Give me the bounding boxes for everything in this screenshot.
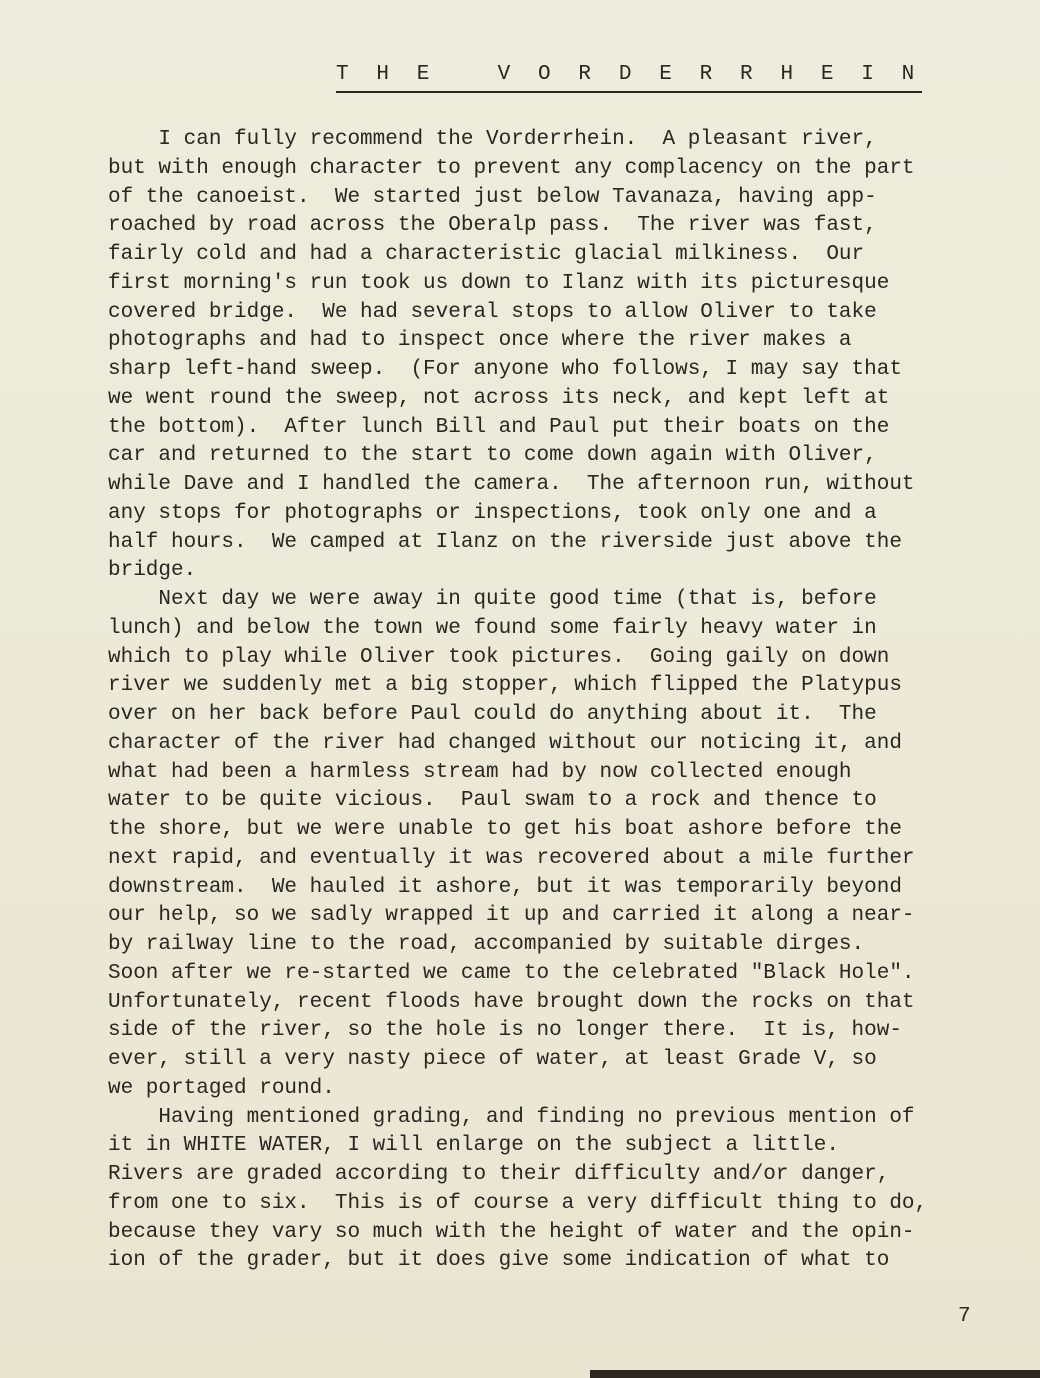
text-line: ever, still a very nasty piece of water, at least Grade V, so <box>108 1048 877 1071</box>
text-line: covered bridge. We had several stops to allow Oliver to take <box>108 300 877 324</box>
body-text <box>108 126 1038 1276</box>
text-line: next rapid, and eventually it was recovered about a mile further <box>108 846 915 870</box>
text-line: Next day we were away in quite good time (that is, before <box>108 588 877 611</box>
text-line: any stops for photographs or inspections, took only one and a <box>108 501 877 525</box>
text-line: Having mentioned grading, and finding no previous mention of <box>108 1105 915 1129</box>
text-line: over on her back before Paul could do anything about it. The <box>108 703 877 726</box>
text-line: we portaged round. <box>108 1076 335 1100</box>
text-line: first morning's run took us down to Ilanz with its picturesque <box>108 271 890 295</box>
text-line: which to play while Oliver took pictures. Going gaily on down <box>108 645 890 669</box>
text-line: but with enough character to prevent any complacency on the part <box>108 156 915 180</box>
text-line: character of the river had changed without our noticing it, and <box>108 731 902 755</box>
text-line: by railway line to the road, accompanied by suitable dirges. <box>108 933 865 956</box>
text-line: I can fully recommend the Vorderrhein. A pleasant river, <box>108 128 877 151</box>
text-line: water to be quite vicious. Paul swam to a rock and thence to <box>108 789 877 813</box>
text-line: from one to six. This is of course a very difficult thing to do, <box>108 1191 928 1215</box>
page-number: 7 <box>958 1305 971 1328</box>
text-line: of the canoeist. We started just below Tavanaza, having app- <box>108 185 877 209</box>
text-line: Soon after we re-started we came to the celebrated "Black Hole". <box>108 961 915 985</box>
text-line: it in WHITE WATER, I will enlarge on the subject a little. <box>108 1134 839 1158</box>
text-line: because they vary so much with the height of water and the opin- <box>108 1220 915 1244</box>
text-line: while Dave and I handled the camera. The afternoon run, without <box>108 473 915 496</box>
page-title: T H E V O R D E R R H E I N <box>336 62 922 93</box>
text-line: car and returned to the start to come down again with Oliver, <box>108 444 877 468</box>
scan-edge-shadow <box>590 1370 1040 1378</box>
text-line: the bottom). After lunch Bill and Paul put their boats on the <box>108 415 890 439</box>
text-line: what had been a harmless stream had by now collected enough <box>108 760 852 784</box>
text-line: photographs and had to inspect once where the river makes a <box>108 329 852 353</box>
text-line: our help, so we sadly wrapped it up and carried it along a near- <box>108 904 915 928</box>
text-line: river we suddenly met a big stopper, which flipped the Platypus <box>108 674 902 698</box>
text-line: Rivers are graded according to their difficulty and/or danger, <box>108 1163 890 1186</box>
text-line: lunch) and below the town we found some fairly heavy water in <box>108 616 877 640</box>
text-line: downstream. We hauled it ashore, but it was temporarily beyond <box>108 875 902 899</box>
text-line: roached by road across the Oberalp pass. The river was fast, <box>108 214 877 238</box>
text-line: side of the river, so the hole is no longer there. It is, how- <box>108 1019 902 1043</box>
text-line: the shore, but we were unable to get his boat ashore before the <box>108 818 902 841</box>
text-line: Unfortunately, recent floods have brought down the rocks on that <box>108 990 915 1014</box>
text-line: sharp left-hand sweep. (For anyone who follows, I may say that <box>108 358 902 381</box>
text-line: half hours. We camped at Ilanz on the riverside just above the <box>108 530 902 554</box>
text-line: bridge. <box>108 559 197 583</box>
text-line: ion of the grader, but it does give some indication of what to <box>108 1249 890 1273</box>
text-line: we went round the sweep, not across its neck, and kept left at <box>108 386 890 410</box>
text-line: fairly cold and had a characteristic glacial milkiness. Our <box>108 243 865 266</box>
